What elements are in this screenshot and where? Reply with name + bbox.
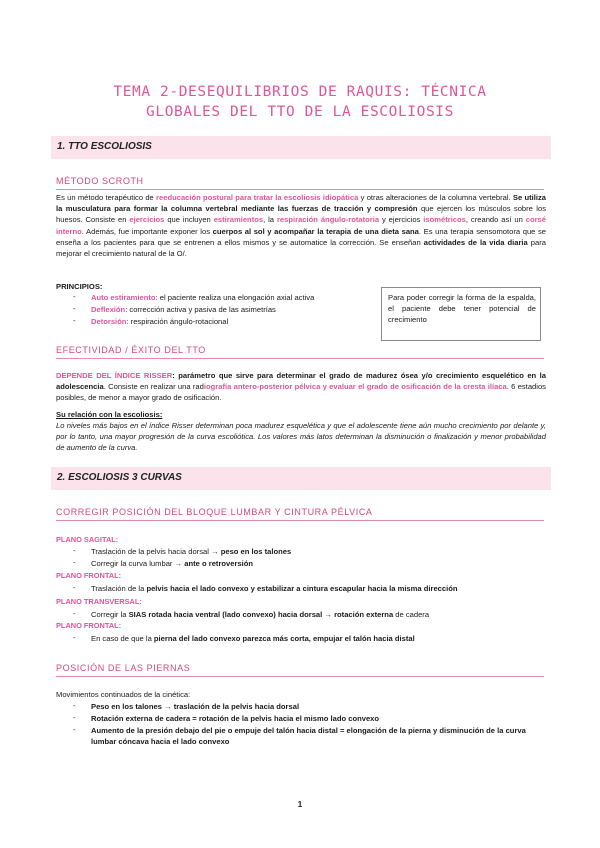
efectividad-heading: EFECTIVIDAD / ÉXITO DEL TTO xyxy=(56,345,206,355)
section-1-heading: 1. TTO ESCOLIOSIS xyxy=(51,136,551,159)
bullet-dash: - xyxy=(73,316,76,325)
bullet-dash: - xyxy=(73,725,76,734)
bullet-dash: - xyxy=(73,583,76,592)
piernas-item-1: Peso en los talones → traslación de la pelvis hacia dorsal xyxy=(91,702,300,711)
corregir-divider xyxy=(56,520,544,521)
principio-item-2: Deflexión: corrección activa y pasiva de las asimetrías xyxy=(91,305,276,314)
piernas-item-2: Rotación externa de cadera = rotación de la pelvis hacia el mismo lado convexo xyxy=(91,714,380,723)
efectividad-divider xyxy=(56,358,544,359)
plano-sagital-label: PLANO SAGITAL: xyxy=(56,535,119,544)
relacion-paragraph: Lo niveles más bajos en el índice Risser determinan poca madurez esquelética y que el adolescente tiene aún mucho crecimiento por delante y, por lo tanto, una mayor progresión de la curva escoliótica. Los valores más latos determinan la disminución o finalización y menor probabilidad de aumento de la curva. xyxy=(56,421,546,453)
piernas-intro: Movimientos continuados de la cinética: xyxy=(56,690,191,699)
document-title xyxy=(40,82,560,122)
metodo-paragraph: Es un método terapéutico de reeducación postural para tratar la escoliosis idiopática y otras alteraciones de la columna vertebral. Se utiliza la musculatura para formar la columna vertebral mediante las fuerzas de tracción y compresión que ejercen los músculos sobre los huesos. Consiste en ejercicios que incluyen estiramientos, la respiración ángulo-rotatoria y ejercicios isométricos, creando así un corsé interno. Además, fue importante exponer los cuerpos al sol y acompañar la terapia de una dieta sana. Es una terapia sensomotora que se enseña a los pacientes para que se entrenen a ellos mismos y se automatice la corrección. Se enseñan actividades de la vida diaria para mejorar el crecimiento natural de la O/. xyxy=(56,193,547,259)
plano-transversal-label: PLANO TRANSVERSAL: xyxy=(56,597,142,606)
bullet-dash: - xyxy=(73,292,76,301)
bullet-dash: - xyxy=(73,609,76,618)
piernas-divider xyxy=(56,676,544,677)
efectividad-paragraph: DEPENDE DEL ÍNDICE RISSER: parámetro que sirve para determinar el grado de madurez ósea y/o crecimiento esquelético en la adolescencia. Consiste en realizar una radiografía antero-posterior pélvica y evaluar el grado de osificación de la cresta ilíaca. 6 estadios posibles, de menor a mayor grado de osificación. xyxy=(56,371,546,403)
metodo-heading: MÉTODO SCROTH xyxy=(56,176,144,186)
section-2-heading: 2. ESCOLIOSIS 3 CURVAS xyxy=(51,467,551,490)
bullet-dash: - xyxy=(73,546,76,555)
piernas-item-3: Aumento de la presión debajo del pie o empuje del talón hacia distal = elongación de la pierna y disminución de la curva lumbar cóncava hacia el lado convexo xyxy=(91,726,526,746)
bullet-dash: - xyxy=(73,713,76,722)
sagital-item-2: Corregir la curva lumbar → ante o retroversión xyxy=(91,559,254,568)
piernas-heading: POSICIÓN DE LAS PIERNAS xyxy=(56,663,191,673)
page-number: 1 xyxy=(297,800,303,809)
corregir-heading: CORREGIR POSICIÓN DEL BLOQUE LUMBAR Y CINTURA PÉLVICA xyxy=(56,507,373,517)
plano-frontal-label: PLANO FRONTAL: xyxy=(56,571,122,580)
title-line-2: GLOBALES DEL TTO DE LA ESCOLIOSIS xyxy=(146,104,454,120)
principio-item-3: Detorsión: respiración ángulo-rotacional xyxy=(91,317,229,326)
bullet-dash: - xyxy=(73,558,76,567)
relacion-label: Su relación con la escoliosis: xyxy=(56,410,163,419)
plano-frontal-2-label: PLANO FRONTAL: xyxy=(56,621,122,630)
frontal2-item-1: En caso de que la pierna del lado convexo parezca más corta, empujar el talón hacia distal xyxy=(91,634,415,643)
principios-label: PRINCIPIOS: xyxy=(56,282,103,291)
bullet-dash: - xyxy=(73,633,76,642)
note-box-text: Para poder corregir la forma de la espalda, el paciente debe tener potencial de crecimiento xyxy=(388,293,536,324)
sagital-item-1: Traslación de la pelvis hacia dorsal → peso en los talones xyxy=(91,547,292,556)
transversal-item-1: Corregir la SIAS rotada hacia ventral (lado convexo) hacia dorsal → rotación externa de cadera xyxy=(91,610,430,619)
note-box xyxy=(381,287,541,341)
metodo-divider xyxy=(56,189,544,190)
bullet-dash: - xyxy=(73,304,76,313)
principio-item-1: Auto estiramiento: el paciente realiza una elongación axial activa xyxy=(91,293,315,302)
frontal-item-1: Traslación de la pelvis hacia el lado convexo y estabilizar a cintura escapular hacia la misma dirección xyxy=(91,584,458,593)
bullet-dash: - xyxy=(73,701,76,710)
title-line-1: TEMA 2-DESEQUILIBRIOS DE RAQUIS: TÉCNICA xyxy=(113,84,487,100)
